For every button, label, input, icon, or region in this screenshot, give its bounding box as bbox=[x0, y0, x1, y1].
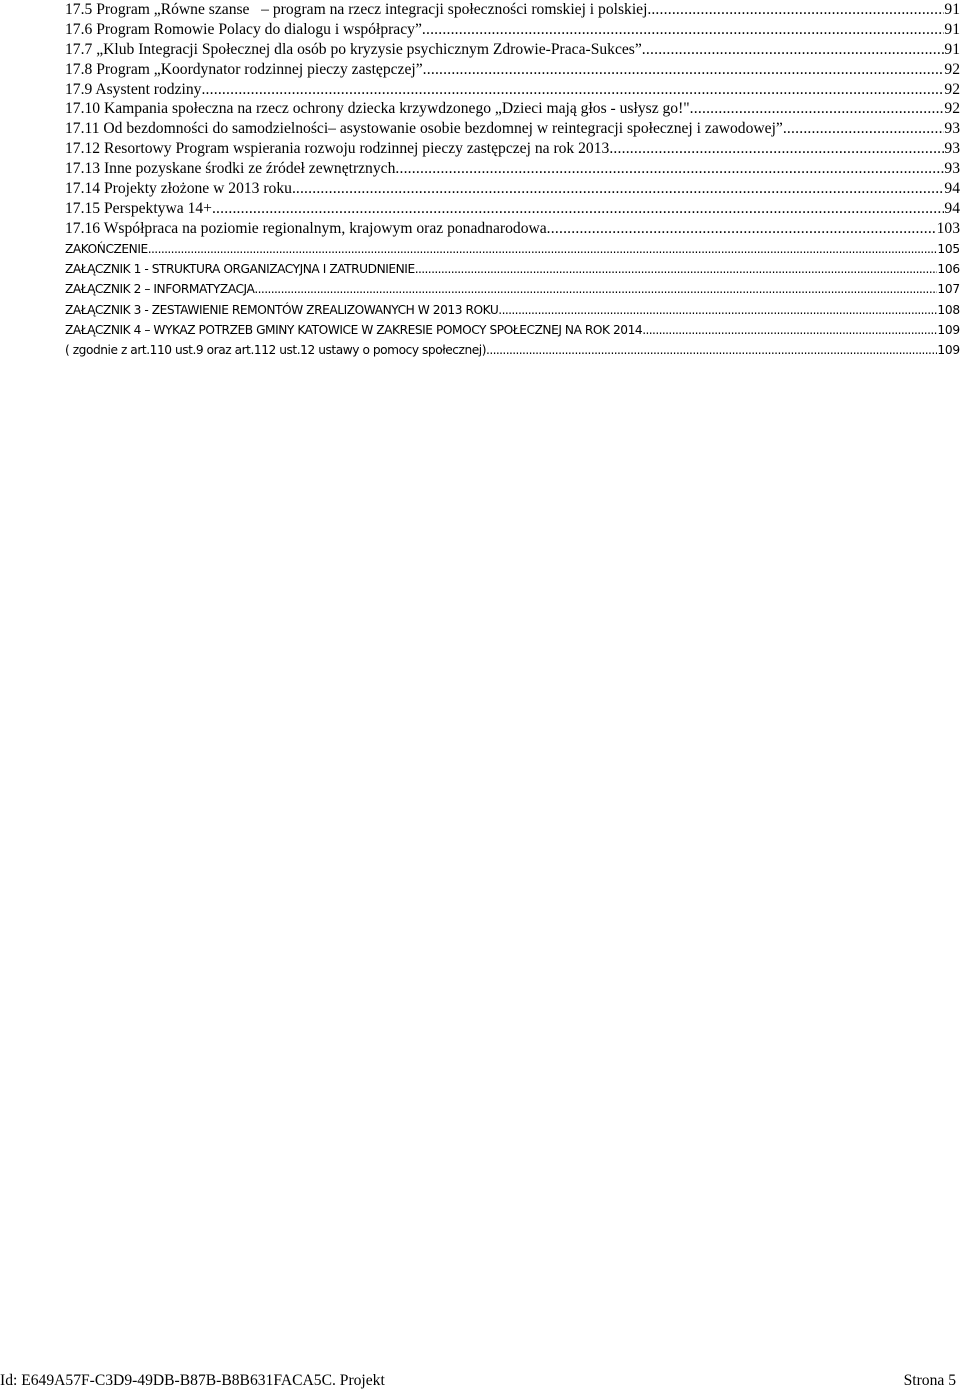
toc-entry[interactable] bbox=[65, 60, 960, 80]
toc-entry-title: ZAŁĄCZNIK 4 – WYKAZ POTRZEB GMINY KATOWICE W ZAKRESIE POMOCY SPOŁECZNEJ NA ROK 2014 bbox=[65, 322, 643, 337]
toc-entry[interactable] bbox=[65, 40, 960, 60]
toc-entry-page: 109 bbox=[937, 343, 960, 358]
toc-dot-leader bbox=[498, 300, 937, 320]
toc-entry[interactable] bbox=[65, 80, 960, 100]
toc-entry[interactable] bbox=[65, 99, 960, 119]
toc-dot-leader bbox=[254, 279, 937, 299]
toc-entry-page: 92 bbox=[944, 100, 960, 118]
toc-dot-leader bbox=[547, 219, 937, 239]
page-footer bbox=[0, 1371, 960, 1391]
toc-dot-leader bbox=[642, 320, 937, 340]
toc-entry-page: 91 bbox=[944, 20, 960, 38]
toc-entry[interactable] bbox=[65, 159, 960, 179]
toc-entry[interactable] bbox=[65, 119, 960, 139]
toc-entry-page: 93 bbox=[944, 120, 960, 138]
toc-entry-title: 17.11 Od bezdomności do samodzielności– asystowanie osobie bezdomnej w reintegracji społecznej i zawodowej” bbox=[65, 120, 783, 138]
toc-entry[interactable] bbox=[65, 179, 960, 199]
toc-dot-leader bbox=[422, 20, 945, 40]
toc-entry-page: 109 bbox=[937, 322, 960, 337]
toc-entry-title: 17.12 Resortowy Program wspierania rozwoju rodzinnej pieczy zastępczej na rok 2013 bbox=[65, 140, 610, 158]
footer-page-number: Strona 5 bbox=[903, 1372, 956, 1389]
toc-entry-page: 94 bbox=[944, 199, 960, 217]
toc-entry[interactable] bbox=[65, 320, 960, 340]
toc-entry[interactable] bbox=[65, 300, 960, 320]
toc-entry-title: ZAŁĄCZNIK 3 - ZESTAWIENIE REMONTÓW ZREALIZOWANYCH W 2013 ROKU bbox=[65, 302, 499, 317]
toc-dot-leader bbox=[148, 239, 938, 259]
toc-entry-title: 17.13 Inne pozyskane środki ze źródeł zewnętrznych bbox=[65, 160, 396, 178]
toc-dot-leader bbox=[395, 159, 944, 179]
toc-dot-leader bbox=[212, 199, 944, 219]
toc-dot-leader bbox=[783, 119, 945, 139]
toc-entry-title: 17.6 Program Romowie Polacy do dialogu i współpracy” bbox=[65, 20, 422, 38]
toc-entry-page: 105 bbox=[937, 241, 960, 256]
toc-entry-page: 92 bbox=[944, 60, 960, 78]
toc-entry-title: 17.15 Perspektywa 14+ bbox=[65, 199, 212, 217]
toc-dot-leader bbox=[201, 80, 944, 100]
toc-entry-title: ZAKOŃCZENIE bbox=[65, 241, 148, 256]
toc-entry-title: 17.8 Program „Koordynator rodzinnej pieczy zastępczej” bbox=[65, 60, 423, 78]
toc-dot-leader bbox=[642, 40, 945, 60]
toc-dot-leader bbox=[651, 0, 944, 20]
toc-entry-title: 17.10 Kampania społeczna na rzecz ochrony dziecka krzywdzonego „Dzieci mają głos - usłysz go!" bbox=[65, 100, 690, 118]
toc-entry-page: 93 bbox=[944, 140, 960, 158]
toc-entry[interactable] bbox=[65, 259, 960, 279]
toc-entry[interactable] bbox=[65, 219, 960, 239]
toc-entry[interactable] bbox=[65, 279, 960, 299]
toc-dot-leader bbox=[296, 179, 945, 199]
toc-entry-page: 93 bbox=[944, 160, 960, 178]
toc-entry[interactable] bbox=[65, 239, 960, 259]
toc-entry-title: ( zgodnie z art.110 ust.9 oraz art.112 ust.12 ustawy o pomocy społecznej) bbox=[65, 343, 487, 358]
toc-entry-title: 17.16 Współpraca na poziomie regionalnym, krajowym oraz ponadnarodowa bbox=[65, 219, 547, 237]
toc-entry-page: 92 bbox=[944, 80, 960, 98]
toc-entry-page: 91 bbox=[944, 40, 960, 58]
toc-entry[interactable] bbox=[65, 0, 960, 20]
toc-dot-leader bbox=[486, 340, 937, 360]
toc-entry-title: 17.14 Projekty złożone w 2013 roku. bbox=[65, 180, 296, 197]
toc-entry-title: 17.5 Program „Równe szanse – program na rzecz integracji społeczności romskiej i polskiej. bbox=[65, 0, 652, 18]
toc-entry[interactable] bbox=[65, 139, 960, 159]
toc-dot-leader bbox=[690, 99, 945, 119]
toc-dot-leader bbox=[609, 139, 944, 159]
toc-dot-leader bbox=[423, 60, 945, 80]
table-of-contents bbox=[65, 0, 960, 360]
toc-entry[interactable] bbox=[65, 199, 960, 219]
toc-entry-title: 17.9 Asystent rodziny bbox=[65, 80, 202, 98]
toc-entry-page: 94 bbox=[944, 180, 960, 197]
toc-entry[interactable] bbox=[65, 20, 960, 40]
toc-entry-page: 107 bbox=[937, 282, 960, 297]
toc-entry[interactable] bbox=[65, 340, 960, 360]
toc-entry-page: 103 bbox=[936, 219, 960, 237]
toc-entry-page: 91 bbox=[944, 0, 960, 18]
toc-entry-page: 106 bbox=[937, 261, 960, 276]
toc-entry-title: ZAŁĄCZNIK 2 – INFORMATYZACJA bbox=[65, 282, 255, 297]
toc-entry-title: 17.7 „Klub Integracji Społecznej dla osób po kryzysie psychicznym Zdrowie-Praca-Sukces” bbox=[65, 40, 642, 58]
toc-dot-leader bbox=[415, 259, 938, 279]
toc-entry-title: ZAŁĄCZNIK 1 - STRUKTURA ORGANIZACYJNA I ZATRUDNIENIE bbox=[65, 261, 415, 276]
footer-document-id: Id: E649A57F-C3D9-49DB-B87B-B8B631FACA5C. Projekt bbox=[0, 1372, 385, 1389]
toc-entry-page: 108 bbox=[937, 302, 960, 317]
